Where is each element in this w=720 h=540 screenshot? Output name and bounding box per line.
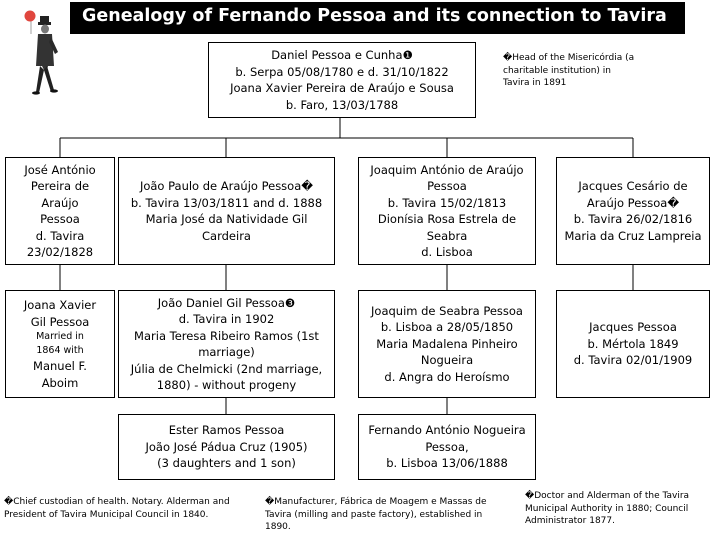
footnote-line: �Head of the Misericórdia (a bbox=[503, 53, 635, 63]
person-line: b. Lisboa a 28/05/1850 bbox=[380, 320, 514, 335]
person-line: Joaquim António de Araújo bbox=[370, 162, 524, 177]
footnote-line: President of Tavira Municipal Council in 1840. bbox=[4, 509, 209, 520]
person-line: b. Faro, 13/03/1788 bbox=[285, 97, 399, 112]
footnote-line: Tavira (milling and paste factory), established in bbox=[265, 509, 483, 520]
footnote-line: Tavira in 1891 bbox=[503, 78, 567, 88]
person-box-jacques-pessoa bbox=[556, 290, 710, 398]
person-line: b. Lisboa 13/06/1888 bbox=[386, 456, 508, 471]
person-line: Maria da Cruz Lampreia bbox=[564, 228, 702, 243]
person-line: b. Tavira 26/02/1816 bbox=[573, 212, 693, 226]
person-box-joao-paulo bbox=[118, 157, 335, 265]
footnote-line: 1890. bbox=[265, 522, 291, 532]
person-line: Cardeira bbox=[202, 228, 251, 243]
footnote-line: �Doctor and Alderman of the Tavira bbox=[525, 491, 690, 501]
person-line: b. Serpa 05/08/1780 e d. 31/10/1822 bbox=[235, 64, 449, 79]
person-line: Pessoa bbox=[427, 179, 467, 193]
person-line: Pereira de bbox=[30, 179, 90, 193]
person-line: Araújo Pessoa� bbox=[586, 195, 680, 210]
footnote-line: �Chief custodian of health. Notary. Alderman and bbox=[4, 497, 230, 507]
person-line: Fernando António Nogueira bbox=[368, 423, 526, 438]
footnote-line: charitable institution) in bbox=[503, 65, 611, 76]
person-line: Manuel F. bbox=[33, 359, 87, 373]
person-line: b. Tavira 15/02/1813 bbox=[387, 195, 507, 210]
page-title: Genealogy of Fernando Pessoa and its connection to Tavira bbox=[82, 6, 667, 26]
person-line: Gil Pessoa bbox=[30, 314, 90, 329]
person-line-small: 1864 with bbox=[36, 345, 84, 356]
person-line: Maria Madalena Pinheiro bbox=[376, 336, 518, 351]
person-line: b. Mértola 1849 bbox=[587, 336, 679, 351]
person-line: Seabra bbox=[426, 228, 468, 243]
person-line: Nogueira bbox=[420, 353, 474, 368]
person-line: Júlia de Chelmicki (2nd marriage, bbox=[130, 361, 323, 376]
person-line: Daniel Pessoa e Cunha❶ bbox=[271, 48, 413, 62]
person-line: Araújo bbox=[41, 195, 79, 210]
person-box-jose-antonio bbox=[5, 157, 115, 265]
person-line: João Daniel Gil Pessoa❸ bbox=[157, 295, 296, 310]
footnote-manufacturer bbox=[265, 496, 487, 534]
person-line: d. Lisboa bbox=[421, 245, 473, 259]
person-line: João José Pádua Cruz (1905) bbox=[145, 439, 308, 454]
person-line: Pessoa, bbox=[425, 439, 469, 454]
person-box-joaquim-antonio bbox=[358, 157, 536, 265]
footnote-misericordia bbox=[503, 52, 634, 90]
person-box-daniel-pessoa-e-cunha bbox=[208, 42, 476, 118]
person-line: d. Tavira 02/01/1909 bbox=[573, 353, 693, 368]
footnote-notary bbox=[4, 496, 230, 521]
person-line: Jacques Cesário de bbox=[578, 179, 688, 193]
person-line: Joana Xavier Pereira de Araújo e Sousa bbox=[230, 81, 454, 95]
person-line: (3 daughters and 1 son) bbox=[157, 456, 296, 471]
person-line: Joana Xavier bbox=[23, 298, 97, 312]
footnote-doctor bbox=[525, 490, 689, 528]
person-line: José António bbox=[24, 162, 96, 177]
person-line: marriage) bbox=[198, 345, 255, 359]
person-line: b. Tavira 13/03/1811 and d. 1888 bbox=[130, 195, 323, 210]
person-line: Joaquim de Seabra Pessoa bbox=[371, 303, 523, 318]
person-line: 23/02/1828 bbox=[26, 245, 94, 259]
person-line: d. Tavira in 1902 bbox=[178, 312, 275, 326]
person-line: Maria Teresa Ribeiro Ramos (1st bbox=[134, 328, 319, 343]
person-line: Aboim bbox=[41, 375, 79, 390]
person-line: Pessoa bbox=[40, 212, 80, 226]
footnote-line: Municipal Authority in 1880; Council bbox=[525, 503, 689, 514]
person-line: João Paulo de Araújo Pessoa� bbox=[139, 179, 314, 193]
person-box-joaquim-de-seabra bbox=[358, 290, 536, 398]
person-line: d. Angra do Heroísmo bbox=[384, 369, 510, 384]
person-line: Ester Ramos Pessoa bbox=[168, 423, 285, 438]
person-line: 1880) - without progeny bbox=[156, 378, 297, 392]
person-box-jacques-cesario bbox=[556, 157, 710, 265]
person-line: Maria José da Natividade Gil bbox=[145, 212, 308, 226]
person-box-joao-daniel bbox=[118, 290, 335, 398]
person-box-ester-ramos bbox=[118, 414, 335, 480]
person-line: Jacques Pessoa bbox=[589, 320, 677, 335]
person-line: Dionísia Rosa Estrela de bbox=[377, 212, 517, 226]
person-line: d. Tavira bbox=[35, 228, 85, 243]
footnote-line: �Manufacturer, Fábrica de Moagem e Massas de bbox=[265, 497, 487, 507]
person-box-joana-xavier-gil bbox=[5, 290, 115, 398]
footnote-line: Administrator 1877. bbox=[525, 516, 615, 526]
person-box-fernando-pessoa bbox=[358, 414, 536, 480]
person-line-small: Married in bbox=[36, 331, 84, 342]
